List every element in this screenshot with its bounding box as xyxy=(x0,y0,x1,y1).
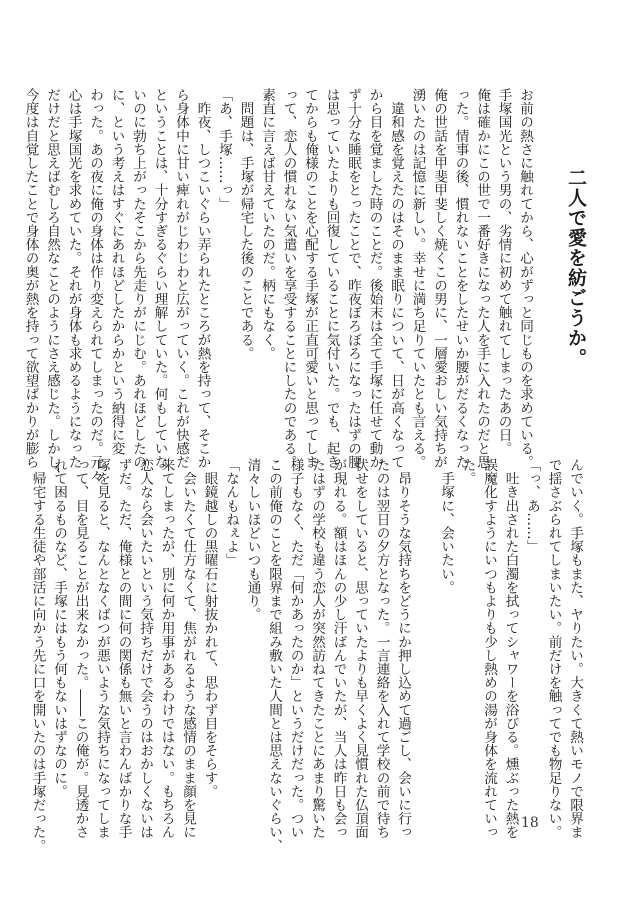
text-block-upper xyxy=(22,88,535,483)
text-line: 手塚国光という男の、劣情に初めて触れてしまったあの日。 xyxy=(495,88,512,456)
text-line: 来てしまったが、別に何か用事があるわけではない。もちろん xyxy=(158,458,175,839)
text-line: 俺は確かにこの世で一番好きになった人を手に入れたのだと思 xyxy=(474,88,490,469)
text-line: 帰宅する生徒や部活に向かう先に口を開いたのは手塚だった。 xyxy=(29,458,46,853)
text-line: が現れる。額はほんの少し汗ばんでいたが、当人は昨日も会っ xyxy=(330,458,347,839)
text-line: 会いたくて仕方なくて、焦がれるような感情のまま顔を見に xyxy=(180,458,196,839)
text-line: 違和感を覚えたのはそのまま眠りについて、日が高くなって xyxy=(388,88,404,469)
text-line: 「あ、手塚……っ」 xyxy=(216,88,232,211)
text-line: んでいく。手塚もまた、ヤりたい。大きくて熱いモノで限界ま xyxy=(567,458,583,839)
text-line: 伏せをしていると、思っていたよりも早くよく見慣れた仏頂面 xyxy=(352,458,368,839)
text-line: 湧いたのは記憶に新しい。幸せに満ち足りていたとも言える。 xyxy=(409,88,426,469)
text-line: から目を覚ました時のことだ。後始末は全て手塚に任せて動か xyxy=(366,88,383,469)
text-line: ず十分な睡眠をとったことで、昨夜ぼろぼろになったはずの腰 xyxy=(345,88,361,469)
text-line: 「っ、あ……」 xyxy=(524,458,540,554)
text-line: 手塚に、会いたい。 xyxy=(438,458,454,594)
text-line: 清々しいほどいつも通り。 xyxy=(244,458,261,622)
text-line: この前俺のことを限界まで組み敷いた人間とは思えないぐらい、 xyxy=(266,458,282,853)
text-line: だけだと思えばむしろ自然なことのようにさえ感じた。しかし、 xyxy=(44,88,60,483)
chapter-title: 二人で愛を紡ごうか。 xyxy=(565,168,587,368)
text-line: で揺さぶられてしまいたい。前だけを触ってでも物足りない。 xyxy=(545,458,562,839)
text-line: ずだ。ただ、俺様との間に何の関係も無いと言わんばかりな手 xyxy=(115,458,132,839)
text-line: 誤魔化すようにいつもよりも少し熱めの湯が身体を流れていっ xyxy=(481,458,497,839)
text-line: 眼鏡越しの黒曜石に射抜かれて、思わず目をそらす。 xyxy=(201,458,218,798)
text-line: 昂りそうな気持ちをどうにか押し込めて過ごし、会いに行っ xyxy=(395,458,411,839)
text-line: 心は手塚国光を求めていた。それが身体も求めるようになった xyxy=(65,88,82,469)
text-line: たのは翌日の夕方となった。一言連絡を入れて学校の前で待ち xyxy=(373,458,390,839)
text-line: は思っていたよりも回復していることに気付いた。でも、起き xyxy=(323,88,340,469)
page-number: 18 xyxy=(521,815,539,831)
text-line: 様子もなく、ただ「何かあったのか」というだけだった。つい xyxy=(287,458,304,839)
text-line: 俺の世話を甲斐甲斐しく焼くこの男に、一層愛おしい気持ちが xyxy=(431,88,447,469)
text-line: れて困るものなど、手塚にはもう何もないはずなのに。 xyxy=(51,458,67,798)
text-line: お前の熱さに触れてから、心がずっと同じものを求めている。 xyxy=(517,88,533,469)
text-line: てからも俺様のことを心配する手塚が正直可愛いと思ってしま xyxy=(302,88,318,469)
text-line: 今度は自覚したことで身体の奥が熱を持って欲望ばかりが膨ら xyxy=(22,88,39,469)
text-line: った。情事の後、慣れないことをしたせいか腰がだるくなった xyxy=(452,88,469,469)
text-line: 問題は、手塚が帰宅した後のことである。 xyxy=(237,88,254,360)
text-line: いのに勃ち上がったそこから先走りがにじむ。あれほどしたの xyxy=(130,88,146,469)
text-line: 素直に言えば甘えていたのだ。柄にもなく。 xyxy=(259,88,275,360)
text-line: たはずの学校も違う恋人が突然訪ねてきたことにあまり驚いた xyxy=(309,458,325,839)
text-line: って、恋人の慣れない気遣いを享受することにしたのである。 xyxy=(280,88,297,469)
text-line: 塚を見ると、なんとなくばつが悪いような気持ちになってしま xyxy=(94,458,110,839)
text-line: ら身体中に甘い痺れがじわじわと広がっていく。これが快感だ xyxy=(173,88,189,469)
text-line: って、目を見ることが出来なかった。――この俺が。見透かさ xyxy=(72,458,89,839)
text-line: 「なんもねぇよ」 xyxy=(223,458,239,567)
text-line xyxy=(413,458,435,818)
text-line: 昨夜、しつこいぐらい弄られたところが熱を持って、そこか xyxy=(194,88,211,469)
text-line: 恋人なら会いたいという気持ちだけで会うのはおかしくないは xyxy=(137,458,153,839)
text-line: た。 xyxy=(459,458,476,486)
text-line: 吐き出された白濁を拭ってシャワーを浴びる。燻ぶった熱を xyxy=(502,458,519,839)
text-line: わった。あの夜に俺の身体は作り変えられてしまったのだ。元々 xyxy=(87,88,103,483)
text-line: に、という考えはすぐにあれほどしたからかという納得に変 xyxy=(108,88,125,456)
text-line: ということは、十分すぎるぐらい理解していた。何もしていな xyxy=(151,88,168,469)
